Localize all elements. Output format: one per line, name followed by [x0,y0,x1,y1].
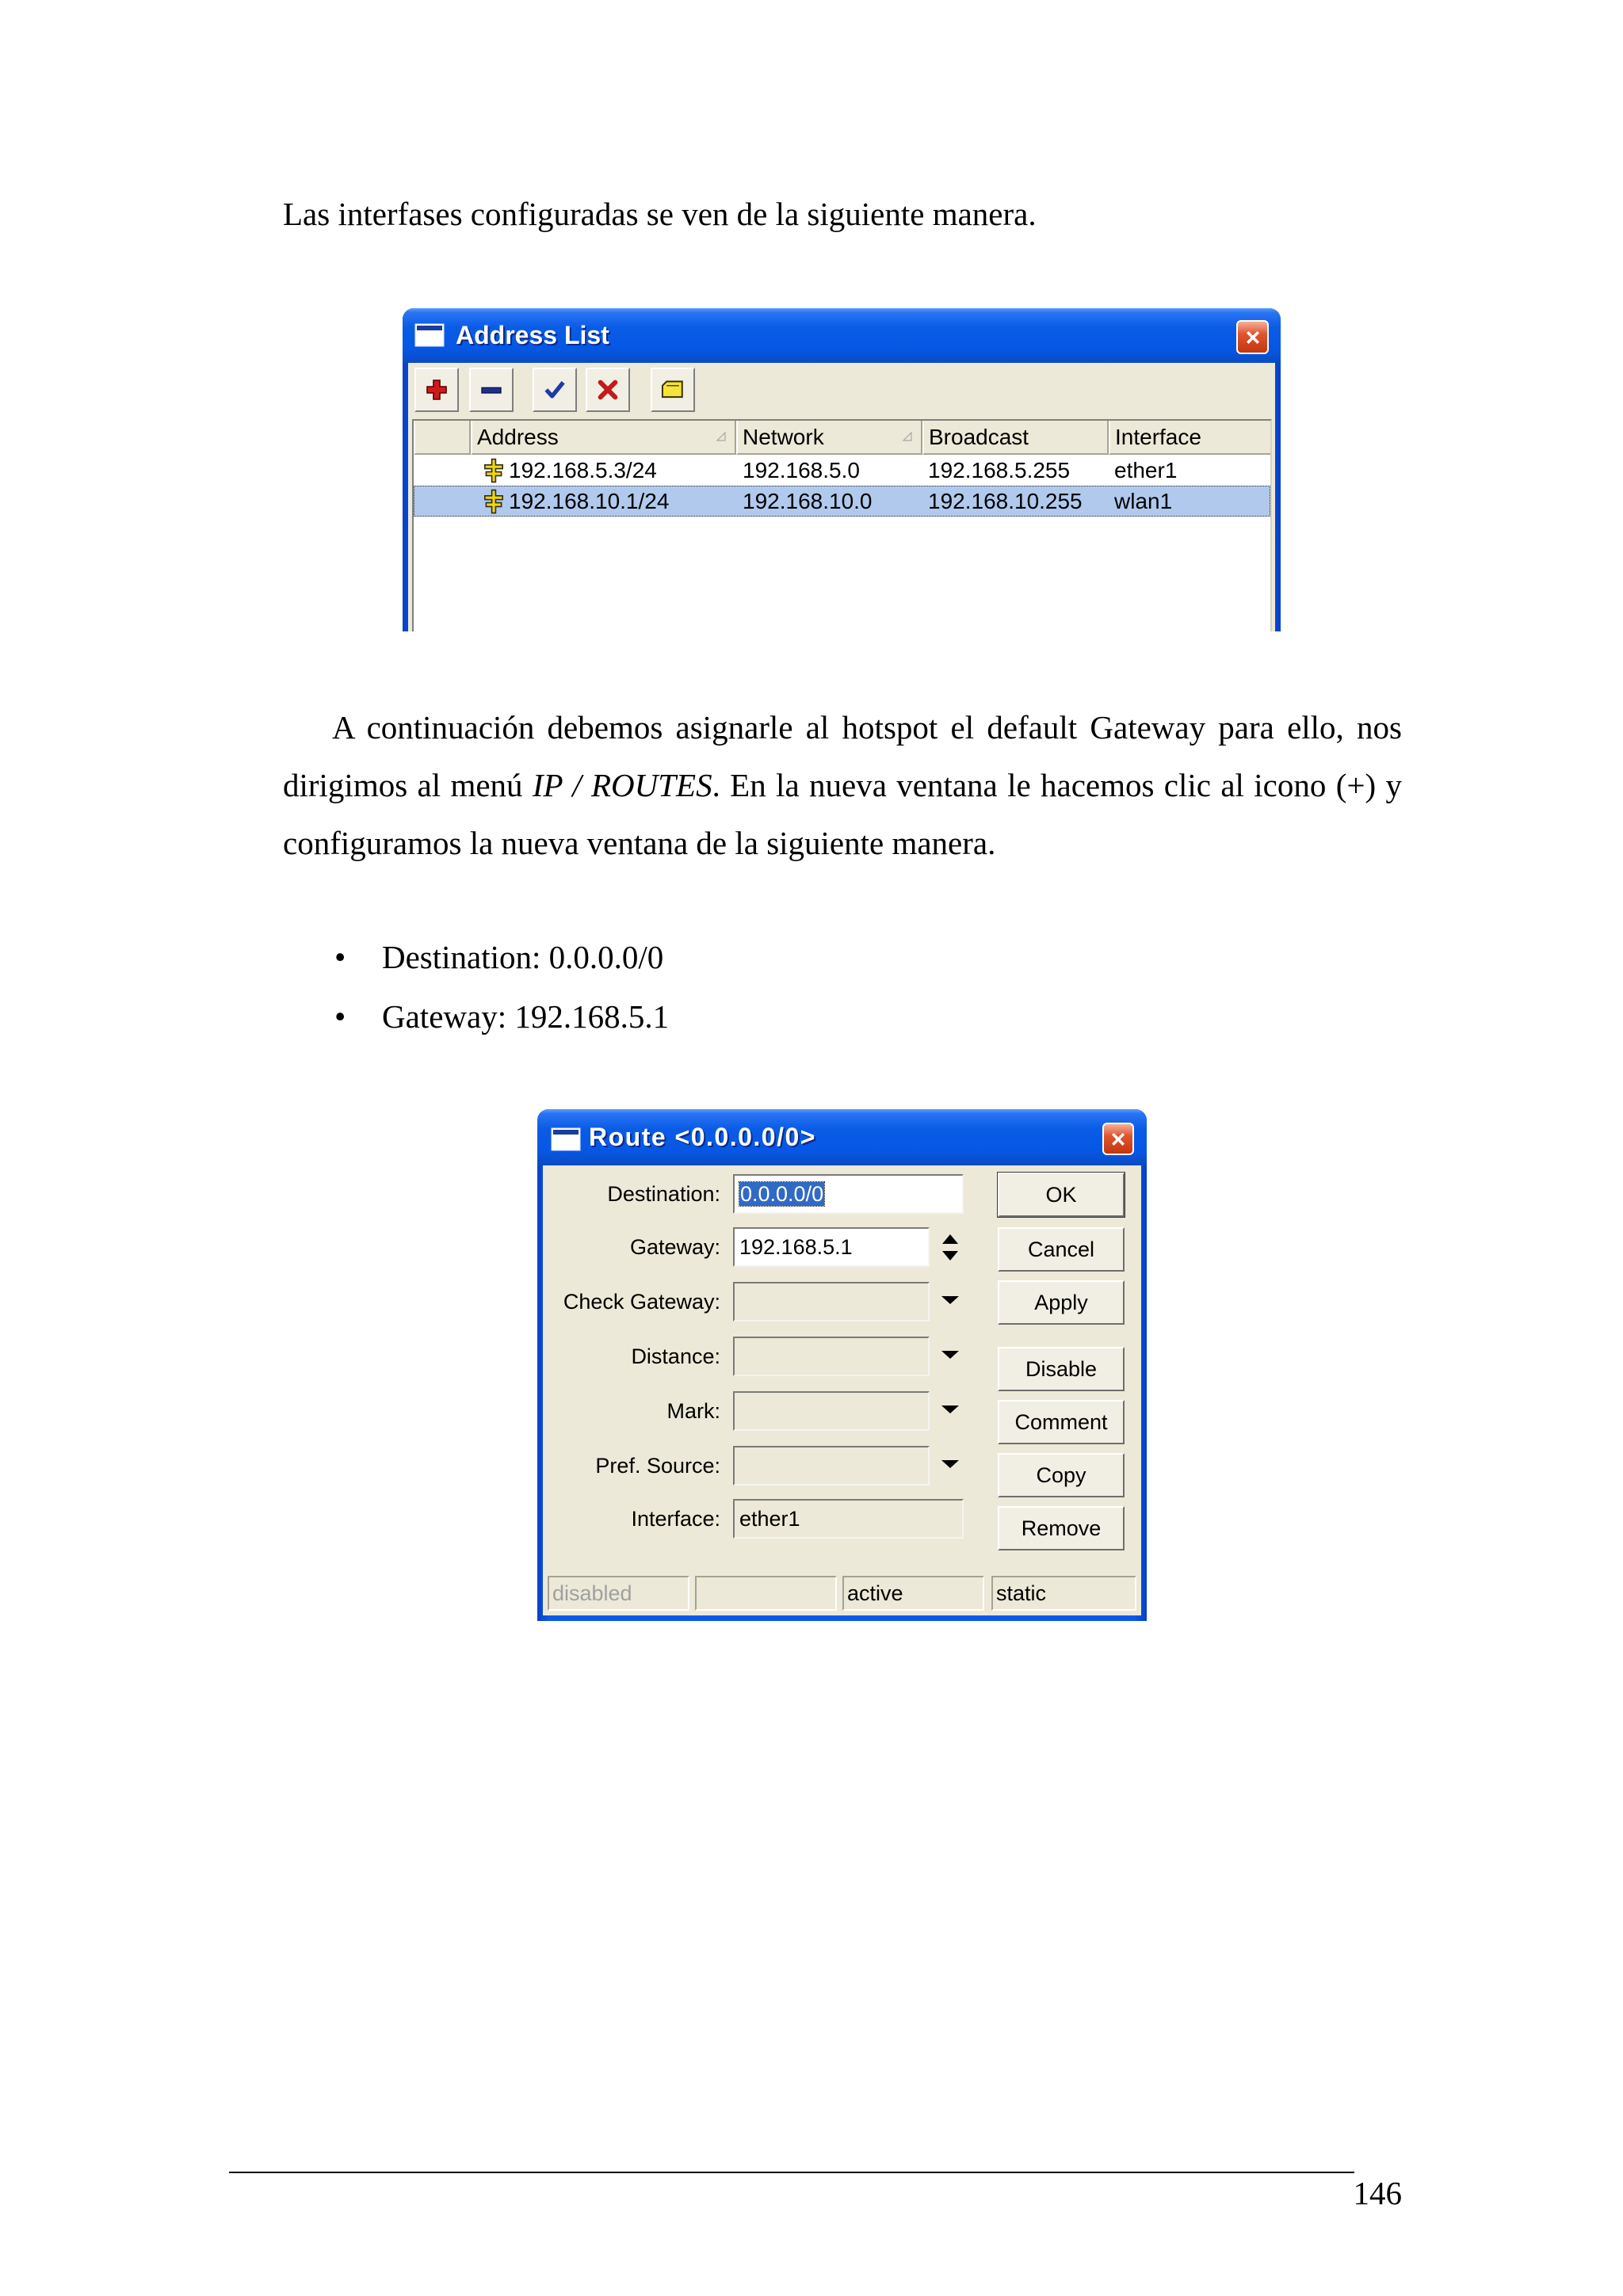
gateway-label: Gateway: [629,1235,720,1259]
destination-input[interactable] [733,1174,964,1214]
distance-select[interactable] [733,1337,930,1376]
add-button[interactable] [414,368,459,412]
column-header-label: Interface [1115,425,1201,449]
cell-broadcast: 192.168.5.255 [928,458,1071,482]
apply-button[interactable]: Apply [998,1280,1125,1325]
copy-button[interactable]: Copy [998,1453,1125,1497]
cell-address: 192.168.10.1/24 [509,489,670,513]
chevron-down-icon[interactable] [940,1295,960,1306]
paragraph-line [283,757,1402,814]
address-list-window [403,308,1281,631]
address-list-titlebar[interactable] [403,308,1281,363]
minus-icon [479,377,504,402]
mark-label: Mark: [666,1399,720,1423]
check-icon [542,377,567,402]
check-gateway-label: Check Gateway: [563,1290,720,1314]
bullet-item [334,929,889,986]
interface-label: Interface: [631,1507,720,1531]
window-title: Address List [456,321,609,349]
gateway-spinner-icon[interactable] [940,1232,960,1264]
bullet-icon: • [334,939,346,975]
sort-indicator-icon [716,431,727,442]
bullet-text: Gateway: 192.168.5.1 [382,998,670,1035]
pref-source-select[interactable] [733,1446,930,1486]
route-dialog [537,1109,1147,1621]
ok-button[interactable]: OK [998,1173,1125,1217]
cell-network: 192.168.5.0 [743,458,860,482]
close-icon [1109,1131,1127,1148]
destination-value-selected: 0.0.0.0/0 [740,1182,824,1206]
disable-button[interactable] [586,368,630,412]
close-button[interactable] [1102,1123,1134,1155]
pref-source-label: Pref. Source: [595,1454,720,1478]
bullet-icon: • [334,998,346,1035]
column-header-label: Address [477,425,559,449]
sort-indicator-icon [902,431,913,442]
paragraph-text: . En la nueva ventana le hacemos clic al icono (+) y [712,767,1402,803]
cell-broadcast: 192.168.10.255 [928,489,1083,513]
paragraph-line [332,699,1402,757]
bullet-text: Destination: 0.0.0.0/0 [382,939,664,975]
status-empty-segment [695,1576,837,1611]
footer-rule [229,2172,1354,2173]
plus-icon [424,377,449,402]
column-header-address[interactable] [471,421,736,455]
cell-address: 192.168.5.3/24 [509,458,657,482]
chevron-down-icon[interactable] [940,1404,960,1415]
destination-label: Destination: [607,1182,720,1206]
status-active-state: active [842,1576,984,1611]
gateway-input[interactable] [733,1227,930,1267]
comment-button[interactable]: Comment [998,1400,1125,1444]
cell-interface: ether1 [1114,458,1178,482]
paragraph-text: A continuación debemos asignarle al hotspot el default Gateway para ello, nos [332,709,1402,746]
column-header-network[interactable] [736,421,922,455]
paragraph-text: dirigimos al menú [283,767,533,803]
column-header-label: Network [743,425,824,449]
cancel-button[interactable]: Cancel [998,1227,1125,1272]
column-header-broadcast[interactable] [922,421,1109,455]
cell-network: 192.168.10.0 [743,489,873,513]
interface-value: ether1 [739,1507,800,1531]
comment-icon [659,377,686,402]
table-row-selected[interactable] [414,486,1270,517]
comment-button[interactable] [651,368,695,412]
enable-button[interactable] [533,368,577,412]
remove-button[interactable] [469,368,514,412]
cell-interface: wlan1 [1114,489,1173,513]
status-route-type: static [991,1576,1136,1611]
paragraph-text: configuramos la nueva ventana de la siguiente manera. [283,825,996,861]
window-icon [414,323,445,351]
table-row[interactable] [414,455,1270,486]
intro-paragraph: Las interfases configuradas se ven de la siguiente manera. [283,196,1037,232]
address-table [412,419,1272,631]
window-title: Route <0.0.0.0/0> [589,1123,816,1151]
close-button[interactable] [1236,320,1269,354]
bullet-item [334,988,889,1045]
disable-button[interactable]: Disable [998,1347,1125,1391]
chevron-down-icon[interactable] [940,1459,960,1470]
address-icon [481,489,506,518]
cross-icon [595,377,621,402]
menu-path: IP / ROUTES [532,767,712,803]
route-dialog-titlebar[interactable] [537,1109,1147,1165]
column-header-flags[interactable] [414,421,471,455]
remove-button[interactable]: Remove [998,1506,1125,1550]
column-header-label: Broadcast [929,425,1029,449]
window-icon [551,1127,581,1155]
interface-field [733,1499,964,1539]
gateway-value: 192.168.5.1 [739,1235,853,1259]
paragraph-line [283,814,1402,872]
close-icon [1244,329,1262,346]
check-gateway-select[interactable] [733,1282,930,1322]
instruction-paragraph [283,699,1402,872]
page-number: 146 [1353,2175,1402,2211]
distance-label: Distance: [631,1344,720,1368]
address-icon [481,458,506,487]
column-header-interface[interactable] [1109,421,1272,455]
chevron-down-icon[interactable] [940,1349,960,1360]
status-enabled-state: disabled [548,1576,689,1611]
mark-select[interactable] [733,1391,930,1431]
